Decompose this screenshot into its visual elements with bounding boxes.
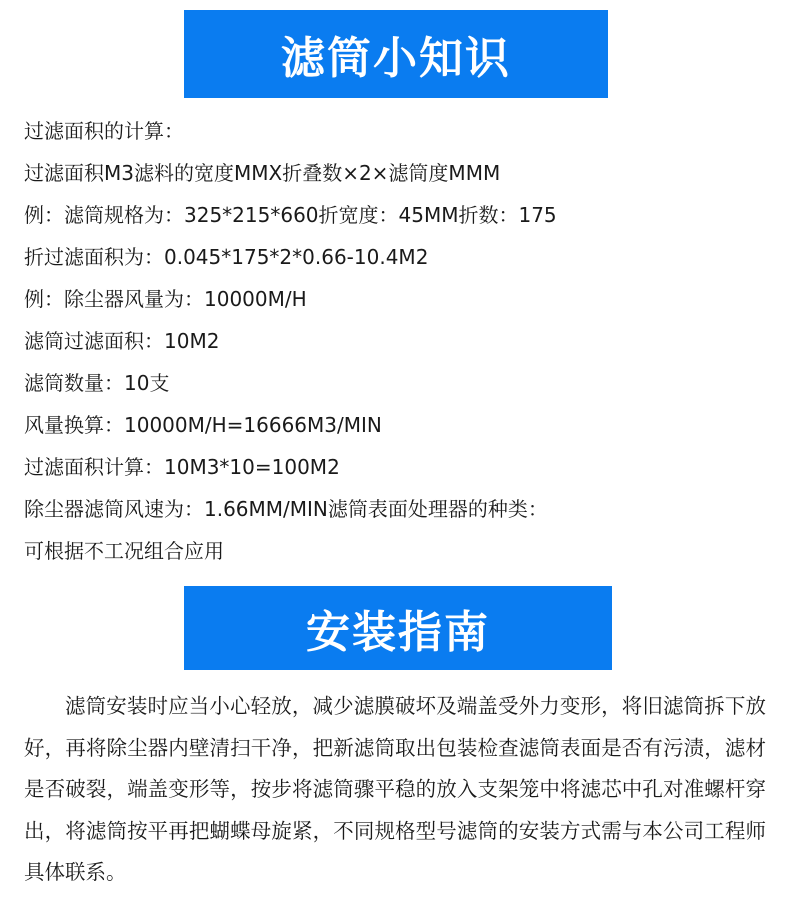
knowledge-line: 滤筒过滤面积：10M2 bbox=[24, 329, 220, 353]
knowledge-line: 滤筒数量：10支 bbox=[24, 371, 170, 395]
knowledge-line: 过滤面积的计算： bbox=[24, 119, 184, 143]
knowledge-line: 除尘器滤筒风速为：1.66MM/MIN滤筒表面处理器的种类： bbox=[24, 497, 548, 521]
knowledge-list bbox=[24, 110, 774, 572]
knowledge-line: 折过滤面积为：0.045*175*2*0.66-10.4M2 bbox=[24, 245, 429, 269]
knowledge-line: 可根据不工况组合应用 bbox=[24, 539, 224, 563]
section-title-install-text: 安装指南 bbox=[306, 607, 490, 658]
knowledge-line: 过滤面积M3滤料的宽度MMX折叠数×2×滤筒度MMM bbox=[24, 161, 501, 185]
knowledge-line: 例：除尘器风量为：10000M/H bbox=[24, 287, 307, 311]
section-title-install bbox=[184, 586, 612, 670]
section-title-knowledge-text: 滤筒小知识 bbox=[281, 33, 511, 84]
knowledge-line: 过滤面积计算：10M3*10=100M2 bbox=[24, 455, 340, 479]
knowledge-line: 例：滤筒规格为：325*215*660折宽度：45MM折数：175 bbox=[24, 203, 557, 227]
section-title-knowledge bbox=[184, 10, 608, 98]
install-guide-paragraph: 滤筒安装时应当小心轻放，减少滤膜破坏及端盖受外力变形，将旧滤筒拆下放好，再将除尘器内壁清扫干净，把新滤筒取出包装检查滤筒表面是否有污渍，滤材是否破裂，端盖变形等，按步将滤筒骤平稳的放入支架笼中将滤芯中孔对准螺杆穿出，将滤筒按平再把蝴蝶母旋紧，不同规格型号滤筒的安装方式需与本公司工程师具体联系。 bbox=[24, 694, 766, 884]
knowledge-line: 风量换算：10000M/H=16666M3/MIN bbox=[24, 413, 382, 437]
